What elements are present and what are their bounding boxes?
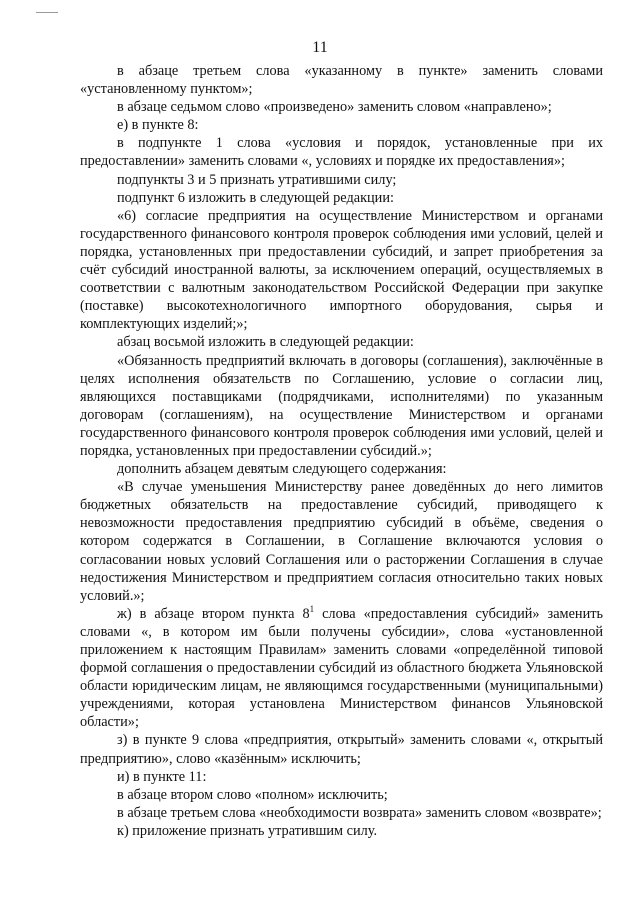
paragraph: и) в пункте 11: [117, 768, 207, 785]
paragraph: в абзаце третьем слова «необходимости возврата» заменить словом «возврате»; [117, 804, 602, 821]
paragraph: е) в пункте 8: [117, 117, 199, 134]
paragraph: подпункты 3 и 5 признать утратившими силу; [117, 171, 397, 188]
paragraph: в подпункте 1 слова «условия и порядок, установленные при их предоставлении» заменить словами «, условиях и порядке их предоставления»; [80, 135, 603, 170]
paragraph-zh-end: слова «предоставления субсидий» заменить словами «, в котором им были получены субсидии», слова «установленной приложением к настоящим Правилам» заменить словами «определённой типовой формой соглашения о предоставлении субсидий из областного бюджета Ульяновской области юридическим лицам, не являющимся государственными (муниципальными) учреждениями, которая установлена Министерством финансов Ульяновской области»; [80, 605, 604, 731]
document-body [80, 62, 603, 840]
paragraph: в абзаце втором слово «полном» исключить; [117, 786, 388, 803]
paragraph: «В случае уменьшения Министерству ранее доведённых до него лимитов бюджетных обязательств на предоставление субсидий, приводящего к невозможности предоставления предприятию субсидий в объёме, сведения о котором содержатся в Соглашении, в Соглашение включаются условия о согласовании новых условий Соглашения или о расторжении Соглашения в случае недостижения Министерством и предприятием согласия относительно таких новых условий.»; [80, 479, 603, 604]
superscript: 1 [309, 604, 315, 615]
paragraph: «6) согласие предприятия на осуществление Министерством и органами государственного финансового контроля проверок соблюдения ими условий, целей и порядка, установленных при предоставлении субсидий, и запрет приобретения за счёт субсидий иностранной валюты, за исключением операций, осуществляемых в соответствии с валютным законодательством Российской Федерации при закупке (поставке) высокотехнологичного импортного оборудования, сырья и комплектующих изделий;»; [80, 207, 603, 333]
paragraph: дополнить абзацем девятым следующего содержания: [117, 461, 447, 478]
paragraph: в абзаце седьмом слово «произведено» заменить словом «направлено»; [117, 99, 552, 116]
paragraph: в абзаце третьем слова «указанному в пункте» заменить словами «установленному пунктом»; [80, 63, 603, 98]
paragraph-zh-start: ж) в абзаце втором пункта 8 [117, 605, 310, 622]
paragraph: абзац восьмой изложить в следующей редакции: [117, 334, 414, 351]
page-number: 11 [312, 39, 328, 56]
paragraph: з) в пункте 9 слова «предприятия, открытый» заменить словами «, открытый предприятию», слово «казённым» исключить; [80, 732, 603, 767]
paragraph: «Обязанность предприятий включать в договоры (соглашения), заключённые в целях исполнения обязательств по Соглашению, условие о согласии лиц, являющихся поставщиками (подрядчиками, исполнителями) по указанным договорам (соглашениям), на осуществление Министерством и органами государственного финансового контроля проверок соблюдения ими условий, целей и порядка, установленных при предоставлении субсидий.»; [80, 352, 603, 459]
paragraph: подпункт 6 изложить в следующей редакции: [117, 189, 394, 206]
scan-mark [36, 12, 58, 13]
paragraph: к) приложение признать утратившим силу. [117, 822, 378, 839]
paragraph-zh [80, 605, 603, 732]
